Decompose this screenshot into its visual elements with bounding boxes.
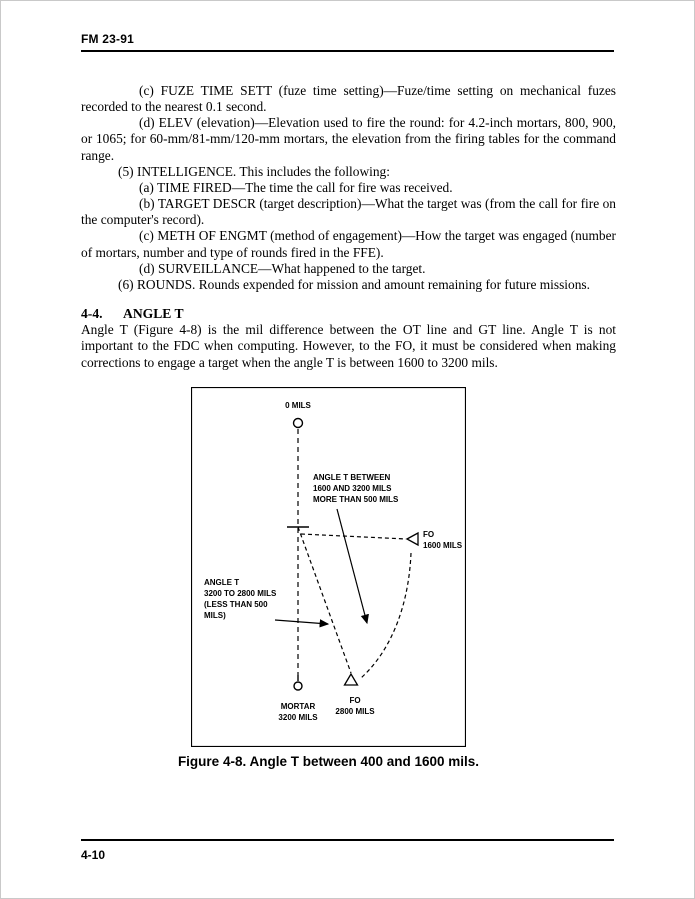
ot-line-1600	[301, 534, 406, 539]
ot-line-2800	[298, 527, 351, 673]
fo-1600-mils-label: 1600 MILS	[423, 540, 463, 550]
section-body-text: Angle T (Figure 4-8) is the mil difference between the OT line and GT line. Angle T is not important to the FDC when computing. However, to the FO, it must be considered when making corrections to engage a target when the angle T is between 1600 to 3200 mils.	[81, 322, 616, 370]
mortar-circle-symbol	[294, 682, 302, 690]
paragraph-meth-of-engmt: (c) METH OF ENGMT (method of engagement)—How the target was engaged (number of mortars, number and type of rounds fired in the FFE).	[81, 228, 616, 260]
fo-2800-triangle-symbol	[345, 674, 358, 685]
paragraph-surveillance: (d) SURVEILLANCE—What happened to the target.	[139, 260, 426, 276]
paragraph-rounds: (6) ROUNDS. Rounds expended for mission and amount remaining for future missions.	[118, 276, 590, 292]
paragraph-intelligence: (5) INTELLIGENCE. This includes the following:	[118, 163, 390, 179]
section-title: ANGLE T	[123, 306, 184, 322]
paragraph-target-descr: (b) TARGET DESCR (target description)—What the target was (from the call for fire on the computer's record).	[81, 196, 616, 228]
page-header	[81, 32, 614, 52]
angle-t-between-arrow	[337, 509, 367, 623]
angle-t-between-label-line2: 1600 AND 3200 MILS	[313, 483, 392, 493]
angle-t-less-label-line2: 3200 TO 2800 MILS	[204, 588, 277, 598]
fo-arc	[361, 553, 411, 678]
figure-4-8	[177, 387, 480, 770]
mortar-mils-label: 3200 MILS	[278, 712, 318, 722]
paragraph-elev: (d) ELEV (elevation)—Elevation used to fire the round: for 4.2-inch mortars, 800, 900, or 1065; for 60-mm/81-mm/120-mm mortars, the elevation from the firing tables for the command range.	[81, 115, 616, 163]
paragraph-fuze-time-sett: (c) FUZE TIME SETT (fuze time setting)—Fuze/time setting on mechanical fuzes recorded to the nearest 0.1 second.	[81, 83, 616, 115]
angle-t-between-label-line3: MORE THAN 500 MILS	[313, 494, 399, 504]
figure-caption: Figure 4-8. Angle T between 400 and 1600 mils.	[177, 753, 480, 769]
fo-1600-label: FO	[423, 529, 435, 539]
paragraph-time-fired: (a) TIME FIRED—The time the call for fire was received.	[139, 179, 453, 195]
mortar-label: MORTAR	[280, 701, 316, 711]
figure-border	[192, 387, 466, 746]
north-reference-circle-symbol	[294, 418, 303, 427]
page-number: 4-10	[81, 848, 106, 862]
angle-t-less-label-line3: (LESS THAN 500	[204, 599, 268, 609]
fo-2800-mils-label: 2800 MILS	[335, 706, 375, 716]
angle-t-less-label-line1: ANGLE T	[204, 577, 240, 587]
angle-t-less-label-line4: MILS)	[204, 610, 226, 620]
section-heading	[81, 306, 616, 322]
fo-1600-triangle-symbol	[407, 533, 418, 545]
angle-t-between-label-line1: ANGLE T BETWEEN	[313, 472, 391, 482]
zero-mils-label: 0 MILS	[285, 400, 311, 410]
body-text-region	[81, 83, 616, 770]
page-footer	[81, 839, 614, 862]
manual-number: FM 23-91	[81, 32, 134, 46]
fo-2800-label: FO	[349, 695, 361, 705]
angle-t-diagram	[191, 387, 466, 747]
angle-t-less-arrow	[275, 620, 328, 624]
section-number: 4-4.	[81, 306, 103, 322]
